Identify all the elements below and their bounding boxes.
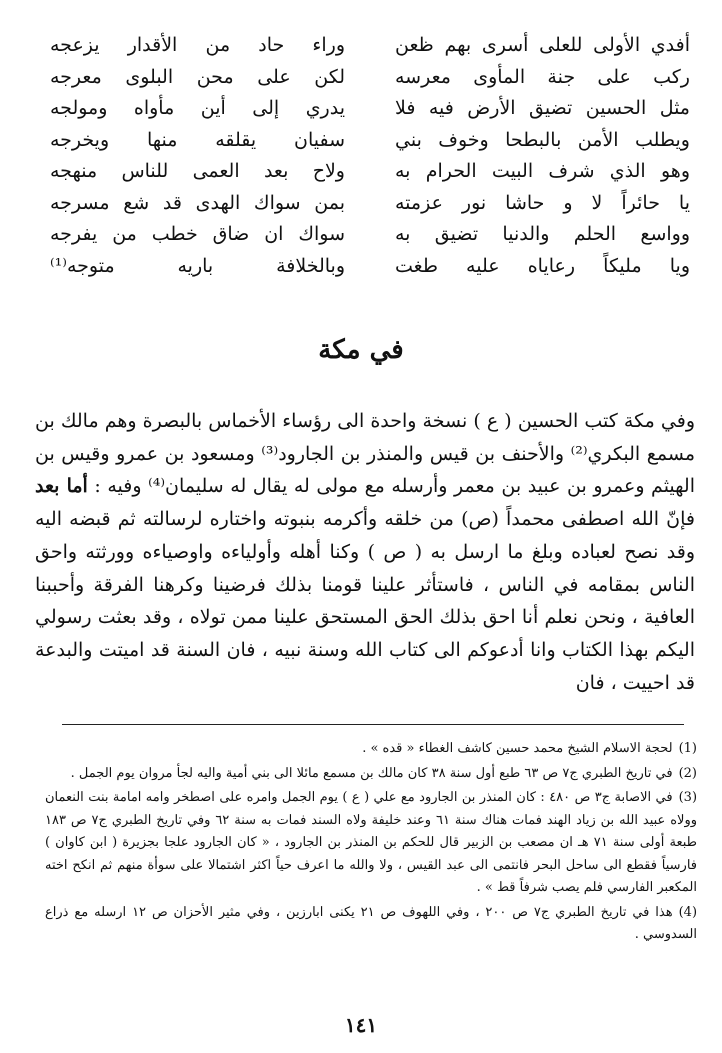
footnote — [45, 738, 697, 761]
verse-second-hemistich: ولاح بعد العمى للناس منهجه — [50, 160, 345, 182]
footnote-text: في تاريخ الطبري ج٧ ص ٦٣ طبع أول سنة ٣٨ كان مالك بن مسمع مائلا الى بني أمية واليه لجأ مروان يوم الجمل . — [70, 765, 673, 781]
verse-second-hemistich: يدري إلى أين مأواه ومولجه — [50, 97, 345, 119]
verse-second-hemistich: سفيان يقلقه منها ويخرجه — [50, 128, 345, 151]
poem-verse — [50, 219, 690, 251]
poem-verse — [50, 62, 690, 94]
section-title: في مكة — [318, 335, 404, 365]
poem-verse — [50, 188, 690, 220]
poem — [50, 30, 690, 282]
footnote-number: (1) — [678, 741, 697, 756]
footnote-divider — [62, 724, 684, 725]
verse-first-hemistich: ركب على جنة المأوى معرسه — [395, 65, 690, 88]
footnote-number: (2) — [678, 765, 697, 781]
footnote-text: هذا في تاريخ الطبري ج٧ ص ٢٠٠ ، وفي اللهوف ص ٢١ يكنى ابارزين ، وفي مثير الأحزان ص ١٢ ارسله مع ذراع السدوسي . — [45, 904, 697, 942]
footnote — [45, 763, 697, 786]
body-text-part2: فإنّ الله اصطفى محمداً (ص) من خلقه وأكرمه بنبوته واختاره لرسالته ثم قبضه اليه وقد نصح لعباده وبلغ ما ارسل به ( ص ) وكنا أهله وأولياءه واوصياءه وورثته واحق الناس بمقامه في الناس ، فاستأثر علينا قومنا بذلك فرضينا وكرهنا الفرقة وأحببنا العافية ، ونحن نعلم أنا احق بذلك الحق المستحق علينا ممن تولاه ، وقد بعثت رسولي اليكم بهذا الكتاب وانا أدعوكم الى كتاب الله وسنة نبيه ، فان السنة قد اميتت والبدعة قد احييت ، فان — [35, 508, 695, 694]
verse-first-hemistich: أفدي الأولى للعلى أسرى بهم ظعن — [395, 34, 690, 56]
poem-verse — [50, 251, 690, 283]
verse-second-hemistich: لكن على محن البلوى معرجه — [50, 65, 345, 88]
footnote-number: (4) — [678, 904, 698, 920]
verse-second-hemistich: سواك ان ضاق خطب من يفرجه — [50, 223, 345, 245]
page-number: ١٤١ — [344, 1013, 378, 1037]
poem-verse — [50, 93, 690, 125]
verse-first-hemistich: ويطلب الأمن بالبطحا وخوف بني — [395, 128, 690, 151]
poem-verse — [50, 156, 690, 188]
body-text-part1: وفي مكة كتب الحسين ( ع ) نسخة واحدة الى رؤساء الأخماس بالبصرة وهم مالك بن مسمع البكري⁽²⁾ والأحنف بن قيس والمنذر بن الجارود⁽³⁾ ومسعود بن عمرو وقيس بن الهيثم وعمرو بن عبيد بن معمر وأرسله مع مولى له يقال له سليمان⁽⁴⁾ وفيه : — [35, 410, 695, 498]
verse-second-hemistich: بمن سواك الهدى قد شع مسرجه — [50, 191, 345, 214]
verse-second-hemistich: وبالخلافة باريه متوجه⁽¹⁾ — [50, 254, 345, 277]
poem-verse — [50, 30, 690, 62]
verse-second-hemistich: وراء حاد من الأقدار يزعجه — [50, 34, 345, 56]
poem-verse — [50, 125, 690, 157]
verse-first-hemistich: يا حائراً لا و حاشا نور عزمته — [395, 191, 690, 214]
verse-first-hemistich: ويا مليكاً رعاياه عليه طغت — [395, 254, 690, 277]
body-paragraph — [35, 405, 695, 699]
footnote-number: (3) — [678, 790, 698, 805]
verse-first-hemistich: وهو الذي شرف البيت الحرام به — [395, 160, 690, 182]
verse-first-hemistich: مثل الحسين تضيق الأرض فيه فلا — [395, 97, 690, 119]
footnotes — [45, 738, 697, 949]
body-bold-phrase: أما بعد — [35, 475, 88, 498]
footnote — [45, 787, 697, 900]
verse-first-hemistich: وواسع الحلم والدنيا تضيق به — [395, 223, 690, 245]
footnote-text: في الاصابة ج٣ ص ٤٨٠ : كان المنذر بن الجارود مع علي ( ع ) يوم الجمل وامره على اصطخر وامه امامة بنت النعمان وولاه عبيد الله بن زياد الهند فمات هناك سنة ٦١ وعند خليفة ولاه السند فمات به سنة ٦٢ وفي تاريخ الطبري ج٧ ص ١٨٣ طبعة أولى سنة ٧١ هـ ان مصعب بن الزبير قال للحكم بن المنذر بن الجارود ، « كان الجارود علجا بجزيرة ( ابن كاوان ) فارسياً فقطع الى ساحل البحر فانتمى الى عبد القيس ، ولا والله ما اعرف حياً اكثر اشتمالا على سوأة منهم ثم انكح اخته المكعبر الفارسي فلم يصب شرفاً قط » . — [45, 790, 698, 895]
footnote — [45, 902, 697, 947]
footnote-text: لحجة الاسلام الشيخ محمد حسين كاشف الغطاء « قده » . — [362, 741, 673, 756]
